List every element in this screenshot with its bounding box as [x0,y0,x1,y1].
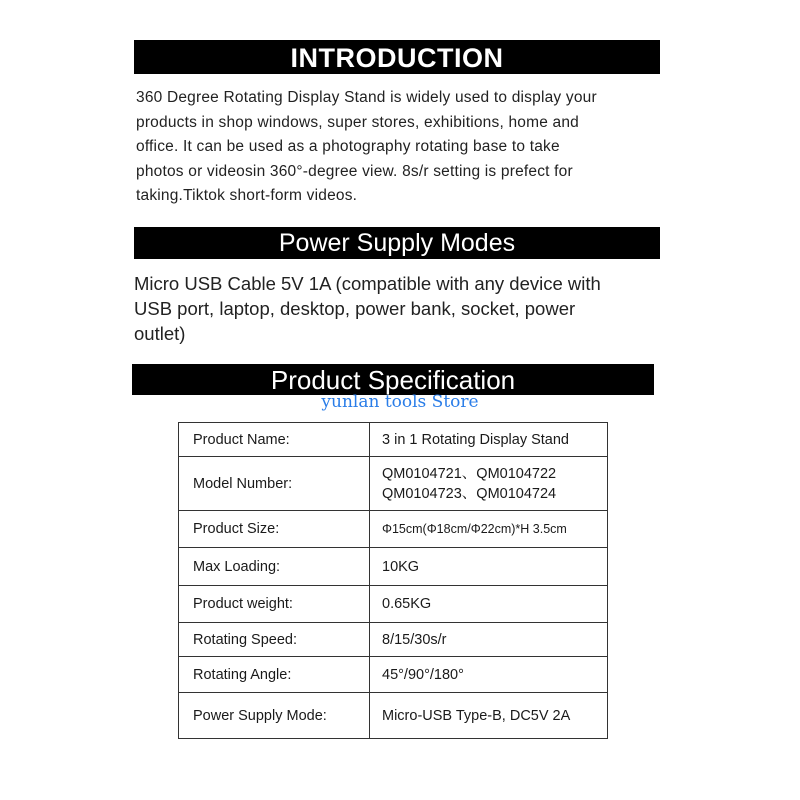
power-line: USB port, laptop, desktop, power bank, socket, power [134,298,576,319]
spec-label: Model Number: [179,457,370,511]
store-watermark: yunlan tools Store [321,392,479,412]
table-row [179,693,608,739]
spec-label: Product Size: [179,511,370,548]
table-row [179,511,608,548]
introduction-heading: INTRODUCTION [134,40,660,74]
power-line: outlet) [134,323,186,344]
spec-label: Max Loading: [179,548,370,586]
intro-line: products in shop windows, super stores, exhibitions, home and [136,113,579,131]
introduction-paragraph [136,86,696,209]
specification-table [178,422,608,739]
spec-label: Product Name: [179,423,370,457]
model-number-line: QM0104723、QM0104724 [382,485,557,502]
power-line: Micro USB Cable 5V 1A (compatible with any device with [134,273,601,294]
spec-label: Power Supply Mode: [179,693,370,739]
table-row [179,423,608,457]
spec-label: Product weight: [179,586,370,623]
intro-line: office. It can be used as a photography rotating base to take [136,138,560,155]
spec-value: 45°/90°/180° [370,657,608,693]
spec-value: Φ15cm(Φ18cm/Φ22cm)*H 3.5cm [370,511,608,548]
intro-line: taking.Tiktok short-form videos. [136,187,358,204]
spec-value: Micro-USB Type-B, DC5V 2A [370,693,608,739]
model-number-line: QM0104721、QM0104722 [382,465,557,482]
power-supply-heading: Power Supply Modes [134,227,660,259]
table-row [179,548,608,586]
table-row [179,657,608,693]
spec-value: 8/15/30s/r [370,623,608,657]
product-specification-heading: Product Specification [132,364,654,395]
spec-value: 3 in 1 Rotating Display Stand [370,423,608,457]
spec-label: Rotating Angle: [179,657,370,693]
spec-value: 0.65KG [370,586,608,623]
table-row [179,457,608,511]
spec-label: Rotating Speed: [179,623,370,657]
intro-line: 360 Degree Rotating Display Stand is widely used to display your [136,89,597,106]
spec-value: 10KG [370,548,608,586]
power-supply-paragraph [134,271,714,346]
spec-value [370,457,608,511]
intro-line: photos or videosin 360°-degree view. 8s/r setting is prefect for [136,162,573,180]
table-row [179,623,608,657]
table-row [179,586,608,623]
